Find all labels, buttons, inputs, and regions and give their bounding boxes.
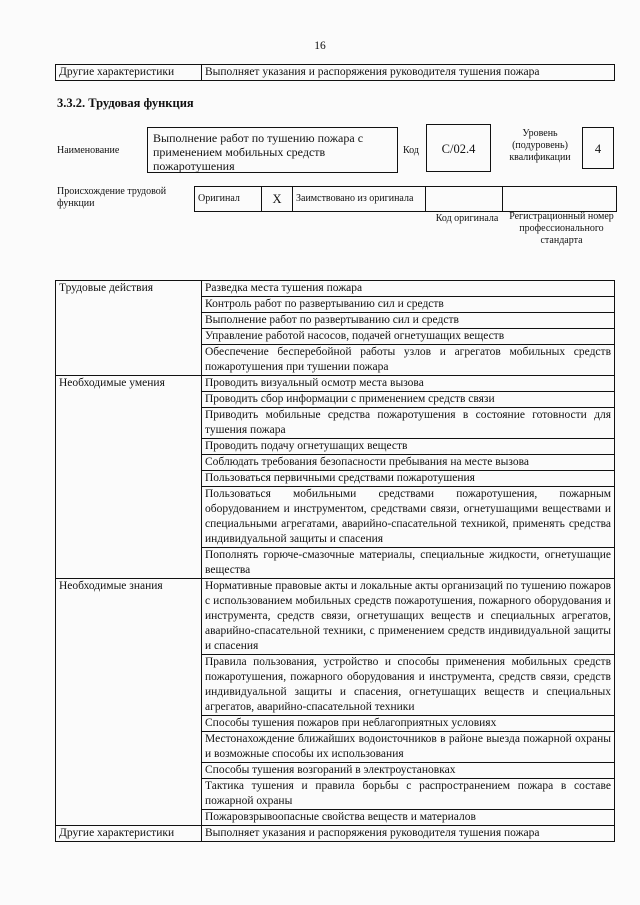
function-details-table xyxy=(55,280,615,842)
group-item: Проводить подачу огнетушащих веществ xyxy=(202,439,615,455)
table-row xyxy=(56,65,615,81)
name-value: Выполнение работ по тушению пожара с применением мобильных средств пожаротушения xyxy=(147,127,398,173)
group-label: Другие характеристики xyxy=(56,826,202,842)
group-item: Управление работой насосов, подачей огнетушащих веществ xyxy=(202,329,615,345)
code-value: С/02.4 xyxy=(426,124,491,172)
row-label: Другие характеристики xyxy=(56,65,202,81)
group-item: Проводить визуальный осмотр места вызова xyxy=(202,376,615,392)
group-item: Нормативные правовые акты и локальные акты организаций по тушению пожаров с использованием мобильных средств пожаротушения, пожарного оборудования и инструмента, средств связи, огнетушащих веществ и специальных агрегатов, аварийно-спасательной техники, с применением средств индивидуальной защиты и спасения xyxy=(202,579,615,655)
group-label: Необходимые умения xyxy=(56,376,202,579)
table-row xyxy=(56,826,615,842)
group-item: Способы тушения пожаров при неблагоприятных условиях xyxy=(202,716,615,732)
page-number: 16 xyxy=(314,40,326,52)
top-characteristics-table xyxy=(55,64,615,81)
code-original-label: Код оригинала xyxy=(435,213,499,224)
table-row xyxy=(56,579,615,655)
code-original-cell xyxy=(426,187,503,212)
table-row xyxy=(195,187,617,212)
group-item: Контроль работ по развертыванию сил и средств xyxy=(202,297,615,313)
original-mark: X xyxy=(262,187,293,212)
original-label: Оригинал xyxy=(195,187,262,212)
name-label: Наименование xyxy=(57,145,120,156)
group-item: Выполняет указания и распоряжения руководителя тушения пожара xyxy=(202,826,615,842)
level-label: Уровень (подуровень) квалификации xyxy=(509,128,571,163)
group-item: Тактика тушения и правила борьбы с распространением пожара в составе пожарной охраны xyxy=(202,779,615,810)
origin-table xyxy=(194,186,617,212)
borrowed-label: Заимствовано из оригинала xyxy=(293,187,426,212)
group-item: Пользоваться мобильными средствами пожаротушения, пожарным оборудованием и инструментом, средствами связи, огнетушащими веществами и специальными агрегатами, аварийно-спасательной техникой, применять средства индивидуальной защиты и спасения xyxy=(202,487,615,548)
code-label: Код xyxy=(403,145,419,156)
group-item: Разведка места тушения пожара xyxy=(202,281,615,297)
group-item: Проводить сбор информации с применением средств связи xyxy=(202,392,615,408)
group-label: Трудовые действия xyxy=(56,281,202,376)
group-item: Пополнять горюче-смазочные материалы, специальные жидкости, огнетушащие вещества xyxy=(202,548,615,579)
origin-label: Происхождение трудовой функции xyxy=(57,186,167,209)
row-value: Выполняет указания и распоряжения руководителя тушения пожара xyxy=(202,65,615,81)
function-details-body xyxy=(56,281,615,842)
section-title: 3.3.2. Трудовая функция xyxy=(57,96,194,110)
group-item: Приводить мобильные средства пожаротушения в состояние готовности для тушения пожара xyxy=(202,408,615,439)
group-item: Способы тушения возгораний в электроустановках xyxy=(202,763,615,779)
group-item: Пользоваться первичными средствами пожаротушения xyxy=(202,471,615,487)
group-item: Выполнение работ по развертыванию сил и средств xyxy=(202,313,615,329)
reg-number-cell xyxy=(503,187,617,212)
table-row xyxy=(56,376,615,392)
group-label: Необходимые знания xyxy=(56,579,202,826)
group-item: Обеспечение бесперебойной работы узлов и агрегатов мобильных средств пожаротушения при тушении пожара xyxy=(202,345,615,376)
table-row xyxy=(56,281,615,297)
group-item: Правила пользования, устройство и способы применения мобильных средств пожаротушения, пожарного оборудования и инструмента, средств связи, средств индивидуальной защиты и спасения, огнетушащих веществ и специальных агрегатов, аварийно-спасательной техники xyxy=(202,655,615,716)
group-item: Местонахождение ближайших водоисточников в районе выезда пожарной охраны и возможные способы их использования xyxy=(202,732,615,763)
group-item: Пожаровзрывоопасные свойства веществ и материалов xyxy=(202,810,615,826)
reg-number-label: Регистрационный номер профессионального стандарта xyxy=(509,211,614,246)
group-item: Соблюдать требования безопасности пребывания на месте вызова xyxy=(202,455,615,471)
level-value: 4 xyxy=(582,127,614,169)
